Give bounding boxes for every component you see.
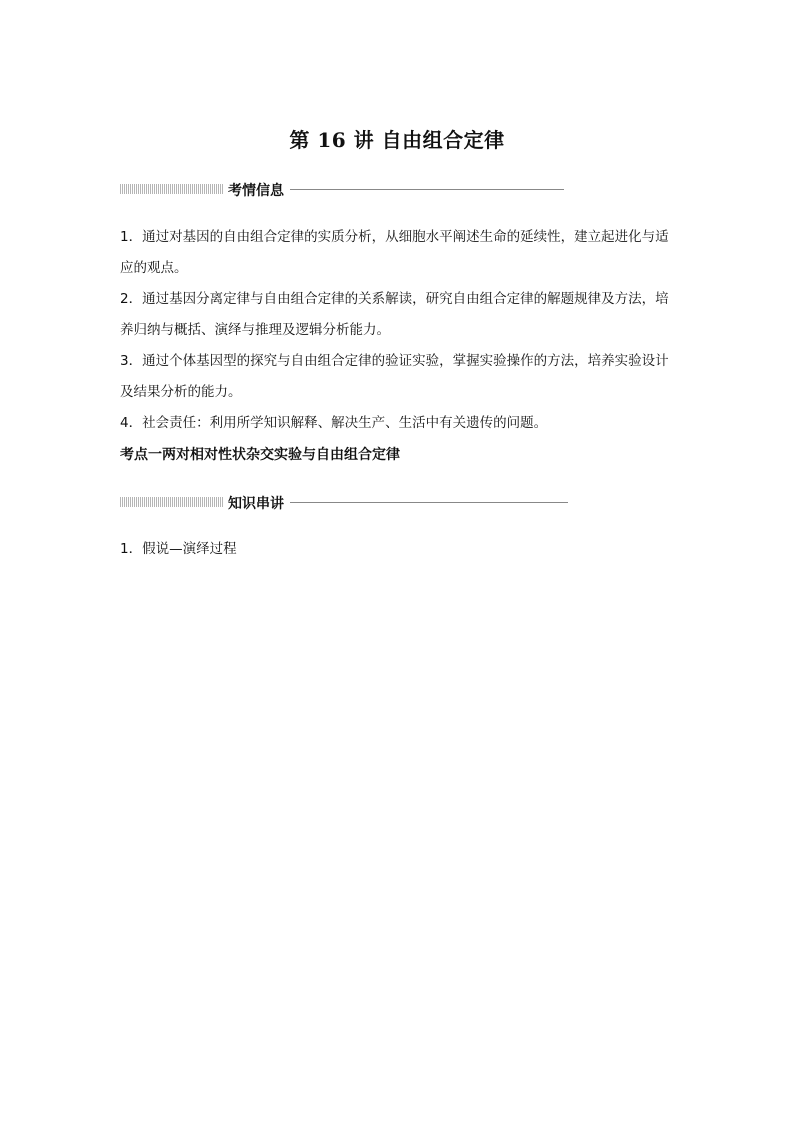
section-header-label: 知识串讲 — [228, 496, 284, 512]
info-item-3: 3．通过个体基因型的探究与自由组合定律的验证实验，掌握实验操作的方法，培养实验设计及结果分析的能力。 — [120, 353, 669, 400]
section-header-knowledge — [120, 494, 450, 514]
header-rule-line — [290, 189, 564, 190]
dotted-bar-decoration — [120, 497, 224, 507]
header-rule-line — [290, 502, 568, 503]
page-title: 第 16 讲 自由组合定律 — [289, 128, 505, 152]
dotted-bar-decoration — [120, 184, 224, 194]
section-header-exam-info — [120, 181, 450, 201]
info-item-1: 1．通过对基因的自由组合定律的实质分析，从细胞水平阐述生命的延续性，建立起进化与适应的观点。 — [120, 229, 669, 276]
info-item-2: 2．通过基因分离定律与自由组合定律的关系解读，研究自由组合定律的解题规律及方法，培养归纳与概括、演绎与推理及逻辑分析能力。 — [120, 291, 669, 338]
point-title: 考点一两对相对性状杂交实验与自由组合定律 — [120, 447, 400, 463]
section-header-label: 考情信息 — [228, 183, 284, 199]
knowledge-item-1: 1．假说—演绎过程 — [120, 541, 237, 557]
info-item-4: 4．社会责任：利用所学知识解释、解决生产、生活中有关遗传的问题。 — [120, 415, 548, 431]
